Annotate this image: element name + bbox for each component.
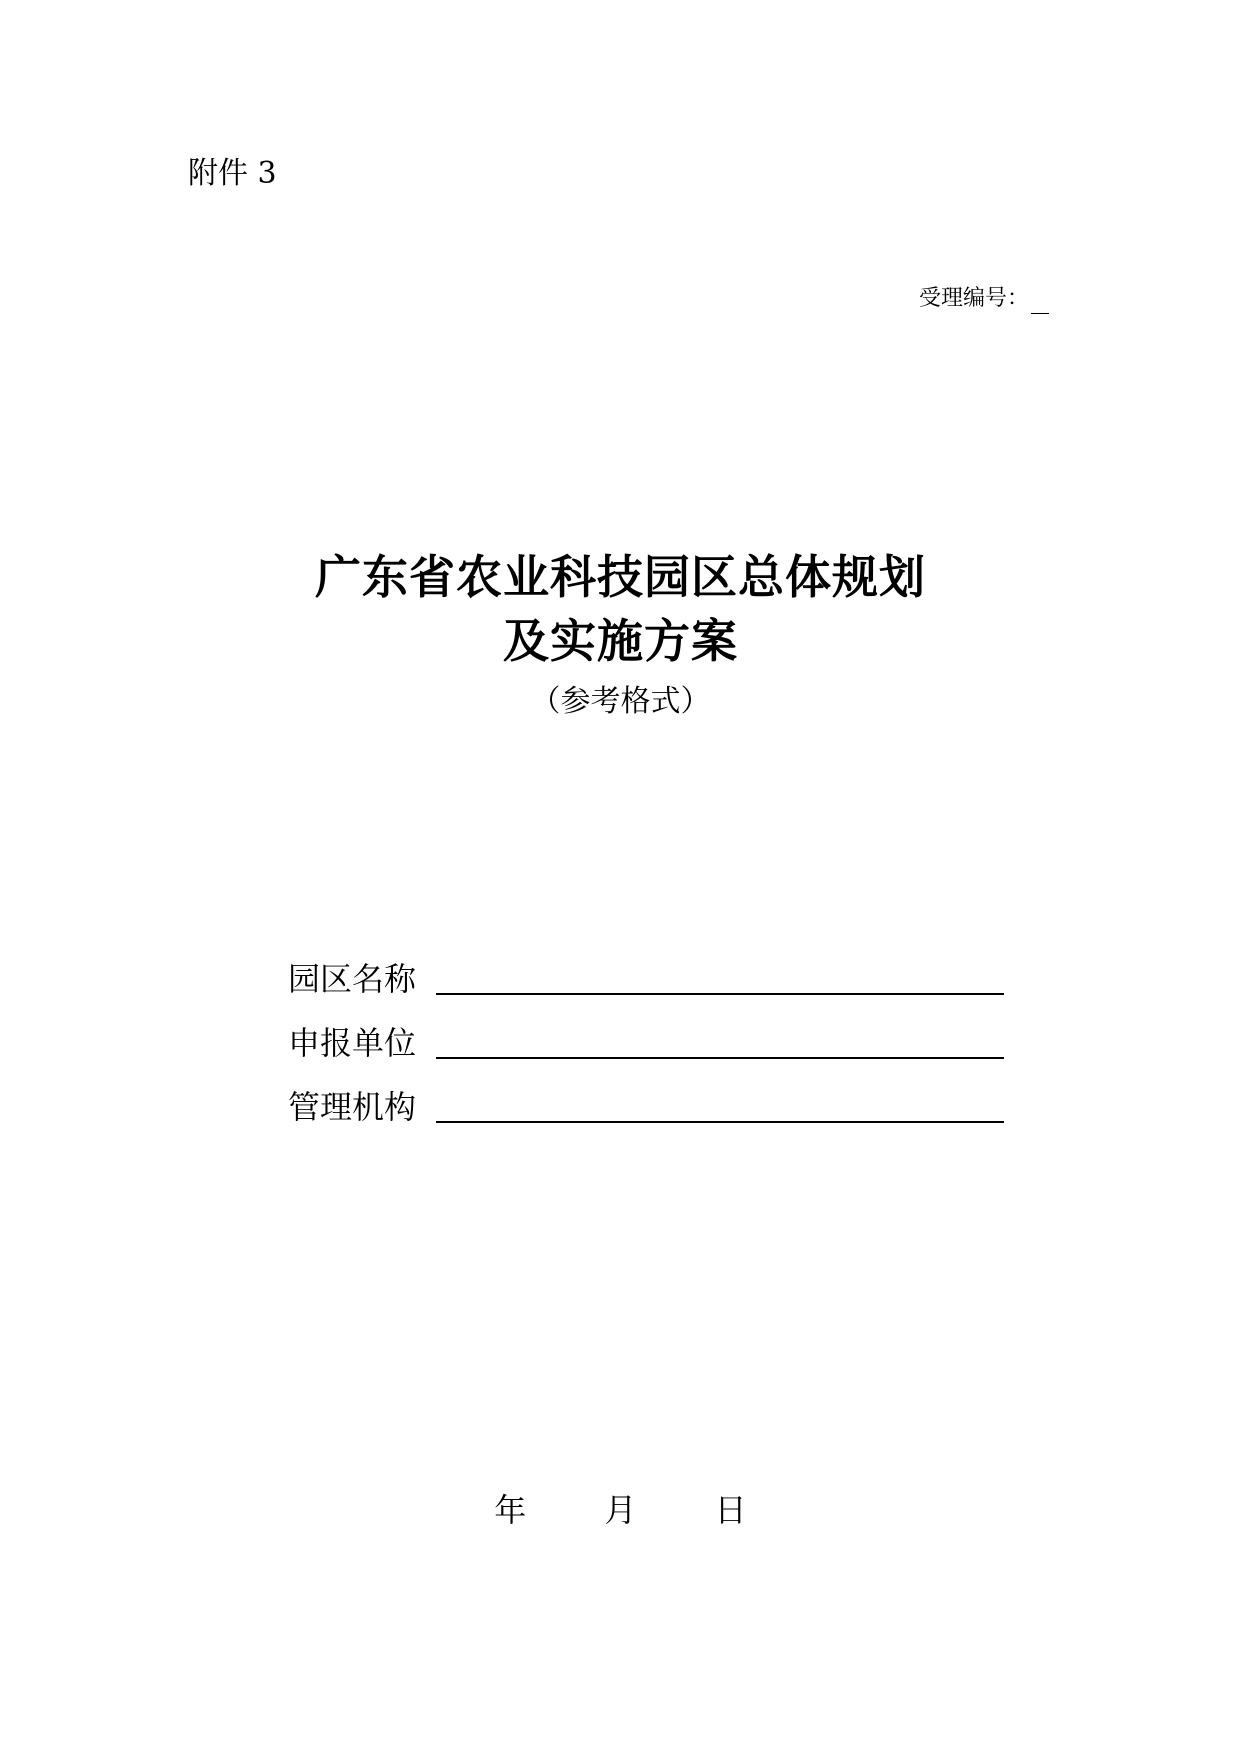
park-name-blank[interactable] (436, 993, 1004, 995)
park-name-label: 园区名称 (288, 960, 417, 998)
management-agency-blank[interactable] (436, 1121, 1004, 1123)
acceptance-number-blank[interactable] (1031, 291, 1049, 314)
cover-form-fields (288, 935, 1008, 1127)
applicant-unit-label: 申报单位 (288, 1024, 417, 1062)
document-title-block (0, 545, 1241, 723)
field-row-applicant-unit (288, 999, 1008, 1063)
attachment-label: 附件 3 (188, 156, 277, 191)
applicant-unit-blank[interactable] (436, 1057, 1004, 1059)
date-month: 月 (604, 1491, 637, 1529)
date-day: 日 (714, 1491, 747, 1529)
date-year: 年 (494, 1491, 527, 1529)
date-line (0, 1490, 1241, 1530)
management-agency-label: 管理机构 (288, 1088, 417, 1126)
acceptance-number-label: 受理编号： (918, 286, 1029, 311)
document-title-line-1: 广东省农业科技园区总体规划 (315, 550, 926, 604)
document-title-line-2: 及实施方案 (503, 614, 738, 668)
field-row-management-agency (288, 1063, 1008, 1127)
acceptance-number (919, 284, 1049, 314)
document-subtitle: （参考格式） (530, 684, 711, 719)
field-row-park-name (288, 935, 1008, 999)
